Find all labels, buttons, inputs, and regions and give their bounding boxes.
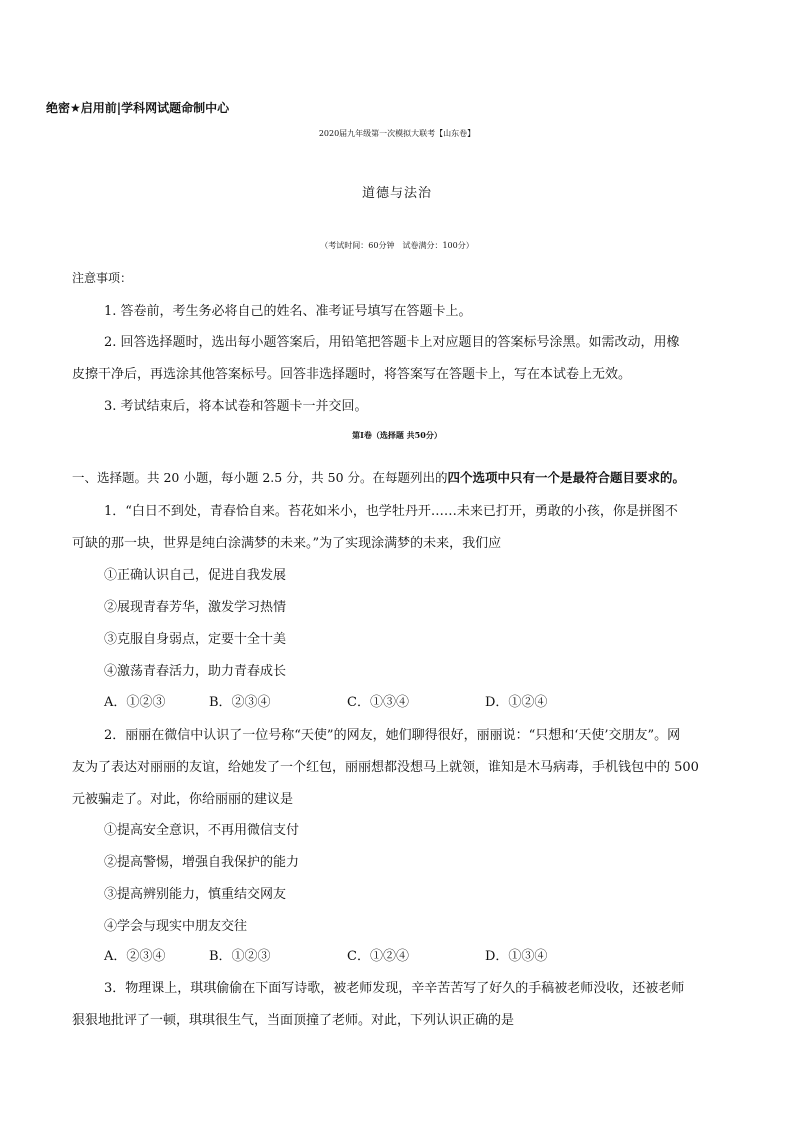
q1-stem-line1: 1．“白日不到处，青春恰自来。苔花如米小，也学牡丹开……未来已打开，勇敢的小孩，你是拼图不: [104, 504, 678, 519]
q1-option-1: ①正确认识自己，促进自我发展: [104, 568, 287, 583]
notice-item-3: 3. 考试结束后，将本试卷和答题卡一并交回。: [104, 399, 368, 414]
q1-option-2: ②展现青春芳华，激发学习热情: [104, 600, 287, 615]
q2-option-1: ①提高安全意识，不再用微信支付: [104, 823, 300, 838]
q2-option-4: ④学会与现实中朋友交往: [104, 919, 248, 934]
q1-answer-b: B．②③④: [209, 695, 271, 710]
q1-answer-d: D．①②④: [485, 695, 548, 710]
q2-option-3: ③提高辨别能力，慎重结交网友: [104, 887, 287, 902]
notice-heading: 注意事项：: [72, 271, 133, 285]
exam-title: 2020届九年级第一次模拟大联考【山东卷】: [318, 129, 476, 138]
notice-item-2-line1: 2. 回答选择题时，选出每小题答案后，用铅笔把答题卡上对应题目的答案标号涂黑。如需改动，用橡: [104, 335, 680, 350]
section-intro-text: 一、选择题。共 20 小题，每小题 2.5 分，共 50 分。在每题列出的: [72, 470, 448, 485]
q2-answer-b: B．①②③: [209, 949, 271, 964]
q1-answer-c: C．①③④: [347, 695, 409, 710]
q2-stem-line3: 元被骗走了。对此，你给丽丽的建议是: [72, 792, 294, 807]
section-heading: 第Ⅰ卷（选择题 共50分）: [352, 430, 442, 440]
q2-answer-d: D．①③④: [485, 949, 548, 964]
q2-stem-line2: 友为了表达对丽丽的友谊，给她发了一个红包，丽丽想都没想马上就领，谁知是木马病毒，手机钱包中的 500: [72, 760, 699, 775]
subject-title: 道德与法治: [361, 186, 432, 201]
q1-option-4: ④激荡青春活力，助力青春成长: [104, 664, 287, 679]
q1-stem-line2: 可缺的那一块，世界是纯白涂满梦的未来。”为了实现涂满梦的未来，我们应: [72, 536, 502, 551]
exam-info: （考试时间：60分钟 试卷满分：100分）: [320, 241, 474, 250]
notice-item-1: 1. 答卷前，考生务必将自己的姓名、准考证号填写在答题卡上。: [104, 304, 472, 319]
confidential-mark: 绝密★启用前|学科网试题命制中心: [46, 101, 230, 115]
q1-answer-a: A．①②③: [104, 695, 166, 710]
q2-answer-a: A．②③④: [104, 949, 166, 964]
section-intro-emphasis: 四个选项中只有一个是最符合题目要求的。: [447, 470, 686, 485]
q1-option-3: ③克服自身弱点，定要十全十美: [104, 632, 287, 647]
q3-stem-line2: 狠狠地批评了一顿，琪琪很生气，当面顶撞了老师。对此，下列认识正确的是: [72, 1013, 515, 1028]
q2-option-2: ②提高警惕，增强自我保护的能力: [104, 855, 300, 870]
q2-answer-c: C．①②④: [347, 949, 409, 964]
notice-item-2-line2: 皮擦干净后，再选涂其他答案标号。回答非选择题时，将答案写在答题卡上，写在本试卷上无效。: [72, 367, 632, 382]
q3-stem-line1: 3．物理课上，琪琪偷偷在下面写诗歌，被老师发现，辛辛苦苦写了好久的手稿被老师没收，还被老师: [104, 981, 685, 996]
section-intro: [72, 468, 685, 486]
q2-stem-line1: 2．丽丽在微信中认识了一位号称“天使”的网友，她们聊得很好，丽丽说：“只想和‘天使’交朋友”。网: [104, 728, 681, 743]
